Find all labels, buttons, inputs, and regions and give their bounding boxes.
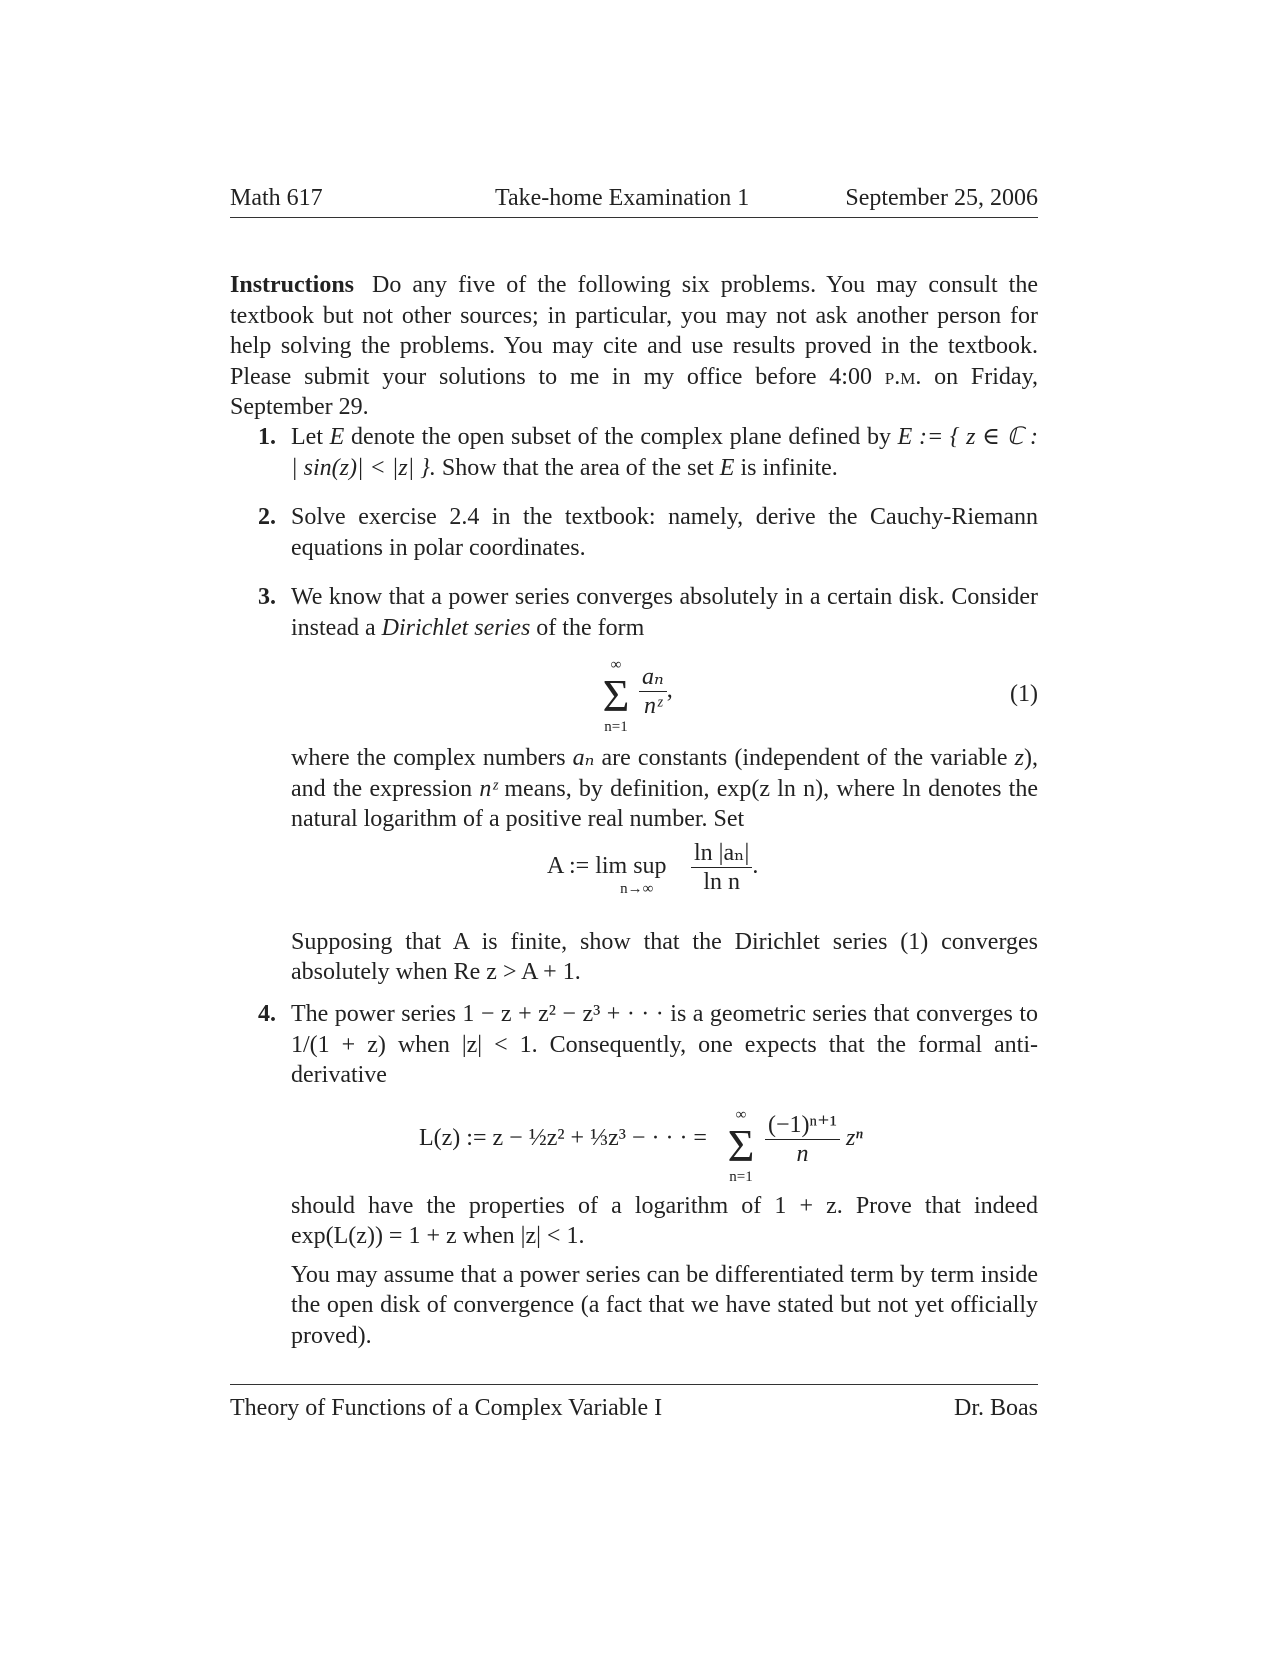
problem-text: Supposing that A is finite, show that the Dirichlet series (1) converges absolutely when Re z > A + 1. (291, 928, 1038, 985)
math-var: E (719, 454, 735, 481)
series-term: zⁿ (845, 1124, 863, 1151)
problem-number: 3. (258, 584, 276, 610)
exam-title: Take-home Examination 1 (495, 185, 750, 211)
sum-lower-limit: n=1 (604, 719, 628, 735)
fraction (639, 663, 667, 720)
fraction-denominator: n (796, 1140, 809, 1167)
problem-number: 1. (258, 424, 276, 450)
instructions-label: Instructions (230, 272, 355, 298)
fraction (765, 1111, 840, 1168)
problem-text: should have the properties of a logarithm of 1 + z. Prove that indeed exp(L(z)) = 1 + z when |z| < 1. (291, 1192, 1038, 1249)
equation-1: ∞ Σ n=1 $\frac{\text{aₙ}}{\text{nᶻ}}$ , (1) (291, 643, 1038, 743)
problem-3 (230, 582, 1038, 988)
limsup-subscript: n→∞ (620, 881, 654, 897)
sum-symbol: ∞ Σ n=1 (721, 1107, 761, 1185)
sum-lower-limit: n=1 (729, 1168, 753, 1185)
problem-4 (230, 999, 1038, 1351)
problem-text: Let (291, 424, 323, 450)
equation-label: (1) (1010, 681, 1038, 707)
problem-text: The power series 1 − z + z² − z³ + · · · is a geometric series that converges to 1/(1 + z) when |z| < 1. Consequently, one expects that the formal anti-derivative (291, 1001, 1038, 1088)
problem-text: We know that a power series converges absolutely in a certain disk. Consider instead a (291, 584, 1038, 641)
instructor-name: Dr. Boas (954, 1395, 1038, 1421)
fraction-numerator: aₙ (639, 663, 667, 692)
limsup-lhs: A := lim sup (547, 852, 667, 879)
sum-upper-limit: ∞ (610, 657, 622, 673)
math-var: E (329, 424, 345, 450)
page-footer (230, 1384, 1038, 1435)
instructions-text: Do any five of the following six problems. You may consult the textbook but not other sources; in particular, you may not ask another person for help solving the problems. You may cite and use results proved in the textbook. Please submit your solutions to me in my office before 4:00 (230, 272, 1038, 390)
set-definition: E := { z ∈ ℂ : | sin(z)| < |z| }. (291, 424, 1039, 481)
sum-upper-limit: ∞ (735, 1106, 747, 1123)
course-number: Math 617 (230, 185, 323, 211)
problem-text: ), and the expression (291, 745, 1039, 802)
fraction (691, 839, 752, 896)
problem-number: 4. (258, 1001, 276, 1027)
page-header (230, 183, 1038, 218)
problem-number: 2. (258, 504, 276, 530)
problem-text: is infinite. (740, 454, 838, 481)
problem-text: You may assume that a power series can be differentiated term by term inside the open disk of convergence (a fact that we have stated but not yet officially proved). (291, 1261, 1038, 1349)
math-var: nᶻ (479, 775, 498, 802)
problem-1 (230, 422, 1038, 483)
math-var: aₙ (572, 745, 595, 771)
fraction-denominator: ln n (703, 868, 740, 895)
problem-text: where the complex numbers (291, 745, 566, 771)
problem-text: means, by definition, exp(z ln n), where ln denotes the natural logarithm of a positive real number. Set (291, 775, 1038, 832)
problem-2 (230, 502, 1038, 563)
fraction-denominator: nᶻ (643, 693, 662, 719)
math-var: z (1014, 745, 1025, 771)
problem-text: are constants (independent of the variable (601, 745, 1008, 771)
equation-limsup: A := lim sup n→∞ $\frac{\text{ln |aₙ|}}{\text{ln n}}$ . (547, 839, 759, 897)
emphasis-term: Dirichlet series (381, 614, 531, 641)
equation-series (291, 1091, 1038, 1191)
problem-text: denote the open subset of the complex plane defined by (351, 424, 891, 450)
fraction-numerator: (−1)ⁿ⁺¹ (765, 1111, 840, 1140)
series-lhs: L(z) := z − ½z² + ⅓z³ − · · · = (419, 1124, 707, 1151)
problem-text: Show that the area of the set (441, 454, 714, 481)
fraction-numerator: ln |aₙ| (691, 839, 752, 868)
exam-page (230, 0, 1038, 1656)
exam-date: September 25, 2006 (845, 185, 1038, 211)
problem-text: of the form (536, 614, 645, 641)
instructions-paragraph (230, 270, 1038, 423)
sum-symbol: ∞ Σ n=1 (596, 657, 636, 735)
course-title: Theory of Functions of a Complex Variable I (230, 1395, 663, 1421)
time-suffix: p.m. (884, 363, 922, 390)
problem-text: Solve exercise 2.4 in the textbook: namely, derive the Cauchy-Riemann equations in polar coordinates. (291, 504, 1038, 561)
instructions-tail: on Friday, September 29. (230, 363, 1039, 420)
